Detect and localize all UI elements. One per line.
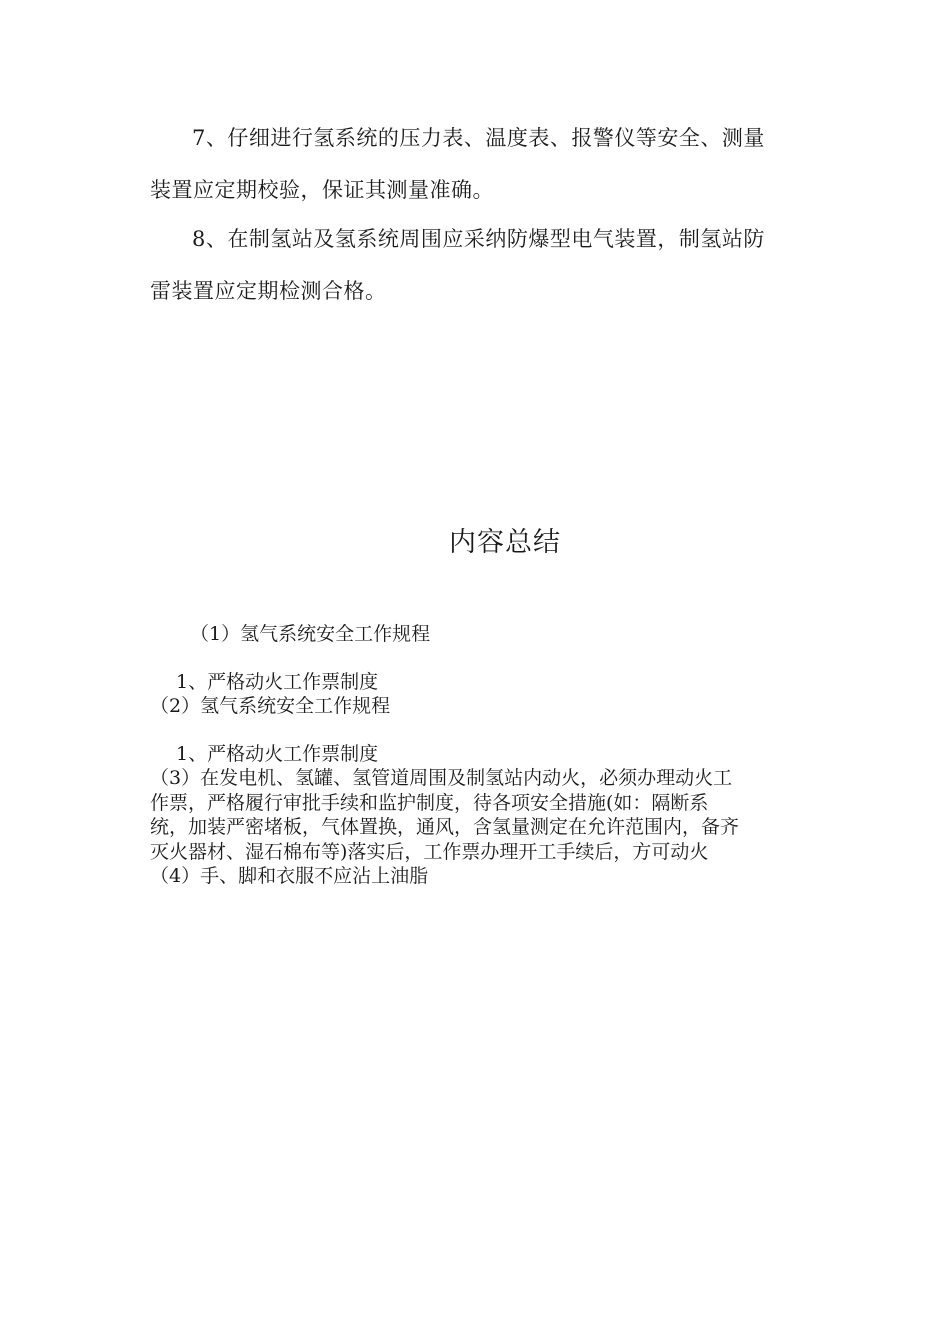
summary-item-2-sub: 1、严格动火工作票制度 <box>176 743 379 765</box>
summary-item-4: （4）手、脚和衣服不应沾上油脂 <box>150 865 429 887</box>
paragraph-7 <box>150 112 800 216</box>
paragraph-8-line-2: 雷装置应定期检测合格。 <box>150 279 387 303</box>
summary-item-3-line-3: 统，加装严密堵板，气体置换，通风，含氢量测定在允许范围内，备齐 <box>150 816 740 838</box>
paragraph-8-line-1: 8、在制氢站及氢系统周围应采纳防爆型电气装置，制氢站防 <box>192 227 765 251</box>
summary-item-3-line-2: 作票，严格履行审批手续和监护制度，待各项安全措施(如：隔断系 <box>150 792 709 814</box>
summary-item-3-line-1: （3）在发电机、氢罐、氢管道周围及制氢站内动火，必须办理动火工 <box>150 767 733 789</box>
summary-item-2-heading: （2）氢气系统安全工作规程 <box>150 695 391 717</box>
paragraph-8 <box>150 213 800 317</box>
summary-item-1-sub: 1、严格动火工作票制度 <box>176 671 379 693</box>
summary-item-3-line-4: 灭火器材、湿石棉布等)落实后，工作票办理开工手续后，方可动火 <box>150 841 709 863</box>
summary-title: 内容总结 <box>449 527 561 558</box>
paragraph-7-line-2: 装置应定期校验，保证其测量准确。 <box>150 178 494 202</box>
summary-item-1-heading: （1）氢气系统安全工作规程 <box>190 623 431 645</box>
paragraph-7-line-1: 7、仔细进行氢系统的压力表、温度表、报警仪等安全、测量 <box>192 126 765 150</box>
